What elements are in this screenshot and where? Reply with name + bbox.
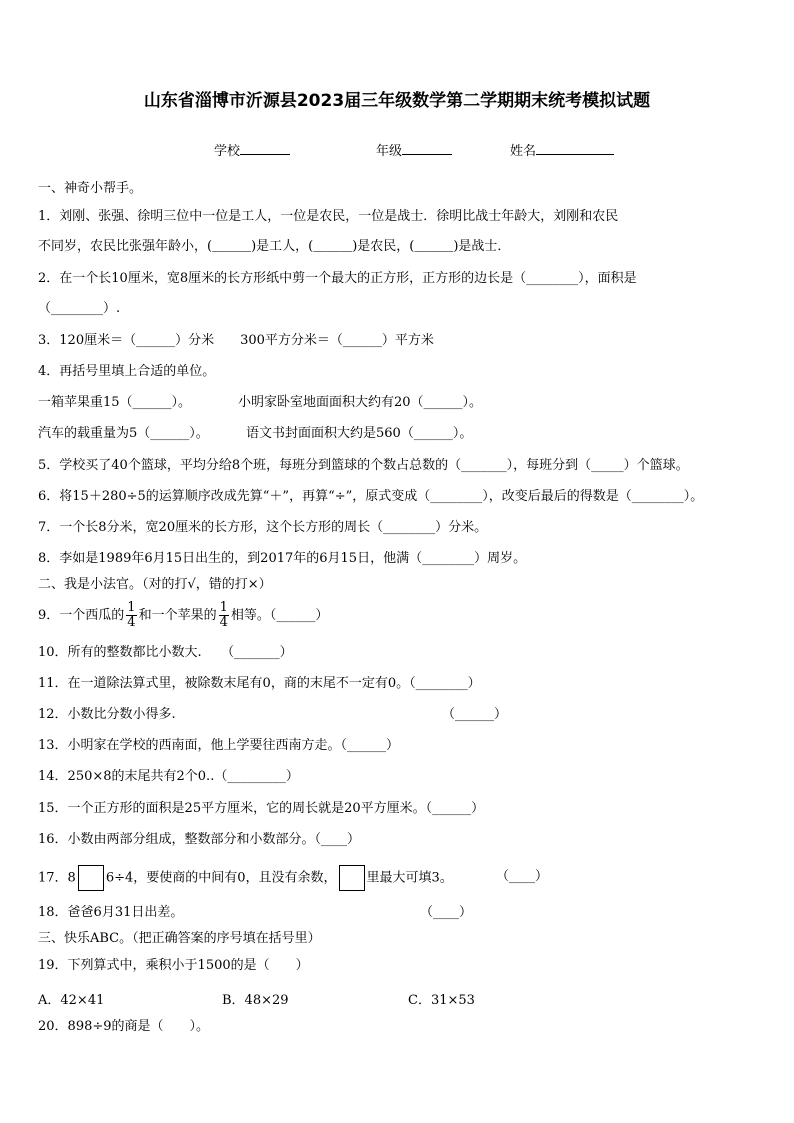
question-15: 15．一个正方形的面积是25平方厘米，它的周长就是20平方厘米。（______） [38, 801, 485, 816]
school-label: 学校 [214, 144, 241, 159]
question-18 [38, 904, 760, 922]
question-9 [38, 599, 760, 633]
question-12-bracket: （______） [442, 707, 508, 722]
question-9-pre: 9．一个西瓜的 [38, 608, 125, 623]
question-18-text: 18．爸爸6月31日出差。 [38, 905, 184, 920]
question-17-post: 里最大可填3。 [366, 870, 453, 886]
question-4-row-2 [38, 425, 760, 443]
question-11: 11．在一道除法算式里，被除数末尾有0，商的末尾不一定有0。（________） [38, 676, 481, 691]
question-4-d: 语文书封面面积大约是560（______）。 [246, 426, 473, 441]
question-19-option-b[interactable]: B．48×29 [222, 993, 289, 1008]
question-10: 10．所有的整数都比小数大. （_______） [38, 645, 293, 660]
question-1-line-1: 1．刘刚、张强、徐明三位中一位是工人，一位是农民，一位是战士．徐明比战士年龄大，刘刚和农民 [38, 209, 619, 224]
name-blank[interactable] [536, 141, 614, 155]
question-4-a: 一箱苹果重15（______）。 [38, 395, 192, 410]
question-16: 16．小数由两部分组成，整数部分和小数部分。（____） [38, 832, 361, 847]
question-4-b: 小明家卧室地面面积大约有20（______）。 [238, 395, 483, 410]
question-8: 8．李如是1989年6月15日出生的，到2017年的6月15日，他满（________）周岁。 [38, 551, 527, 566]
question-4-c: 汽车的载重量为5（______）。 [38, 426, 209, 441]
question-17-bracket: （____） [496, 869, 549, 884]
question-12-text: 12．小数比分数小得多. [38, 707, 176, 722]
question-19-stem: 19．下列算式中，乘积小于1500的是（ ） [38, 958, 309, 973]
question-14: 14．250×8的末尾共有2个0..（_________） [38, 769, 299, 784]
question-17-mid: 6÷4，要使商的中间有0，且没有余数， [105, 870, 337, 886]
grade-field [376, 140, 452, 159]
question-5: 5．学校买了40个篮球，平均分给8个班，每班分到篮球的个数占总数的（_______），每班分到（_____）个篮球。 [38, 458, 689, 473]
question-2-line-1: 2．在一个长10厘米，宽8厘米的长方形纸中剪一个最大的正方形，正方形的边长是（________），面积是 [38, 271, 637, 286]
question-17-pre: 17．8 [38, 870, 76, 886]
exam-title: 山东省淄博市沂源县2023届三年级数学第二学期期末统考模拟试题 [143, 91, 651, 111]
school-field [214, 140, 290, 159]
question-4-row-1 [38, 394, 760, 412]
question-20: 20．898÷9的商是（ ）。 [38, 1019, 210, 1034]
question-13: 13．小明家在学校的西南面，他上学要往西南方走。（______） [38, 738, 400, 753]
school-blank[interactable] [240, 141, 290, 155]
question-9-post: 相等。（______） [230, 608, 329, 623]
section-2-heading: 二、我是小法官。（对的打√，错的打×） [38, 577, 272, 592]
question-1-line-2: 不同岁，农民比张强年龄小，(＿＿＿)是工人，(＿＿＿)是农民，(＿＿＿)是战士． [38, 239, 511, 254]
question-19-option-a[interactable]: A．42×41 [38, 993, 105, 1008]
question-2-line-2: （________）. [38, 301, 121, 316]
question-19-option-c[interactable]: C．31×53 [408, 993, 475, 1008]
question-17 [38, 865, 760, 891]
grade-label: 年级 [376, 144, 403, 159]
section-1-heading: 一、神奇小帮手。 [38, 181, 143, 196]
question-6: 6．将15＋280÷5的运算顺序改成先算“＋”，再算“÷”，原式变成（________），改变后最后的得数是（________）。 [38, 489, 704, 504]
name-field [510, 140, 614, 159]
question-12 [38, 706, 760, 724]
grade-blank[interactable] [402, 141, 452, 155]
fraction-one-quarter-2: $\frac{1}{4}$ [219, 600, 228, 630]
question-3: 3．120厘米＝（______）分米 300平方分米＝（______）平方米 [38, 333, 434, 348]
question-4-stem: 4．再括号里填上合适的单位。 [38, 364, 216, 379]
name-label: 姓名 [510, 144, 537, 159]
section-3-heading: 三、快乐ABC。（把正确答案的序号填在括号里） [38, 931, 321, 946]
digit-box-2[interactable] [339, 865, 365, 891]
question-7: 7．一个长8分米，宽20厘米的长方形，这个长方形的周长（________）分米。 [38, 520, 488, 535]
digit-box-1[interactable] [78, 865, 104, 891]
fraction-one-quarter-1: $\frac{1}{4}$ [127, 600, 136, 630]
question-9-mid: 和一个苹果的 [138, 608, 217, 623]
question-18-bracket: （____） [420, 905, 473, 920]
